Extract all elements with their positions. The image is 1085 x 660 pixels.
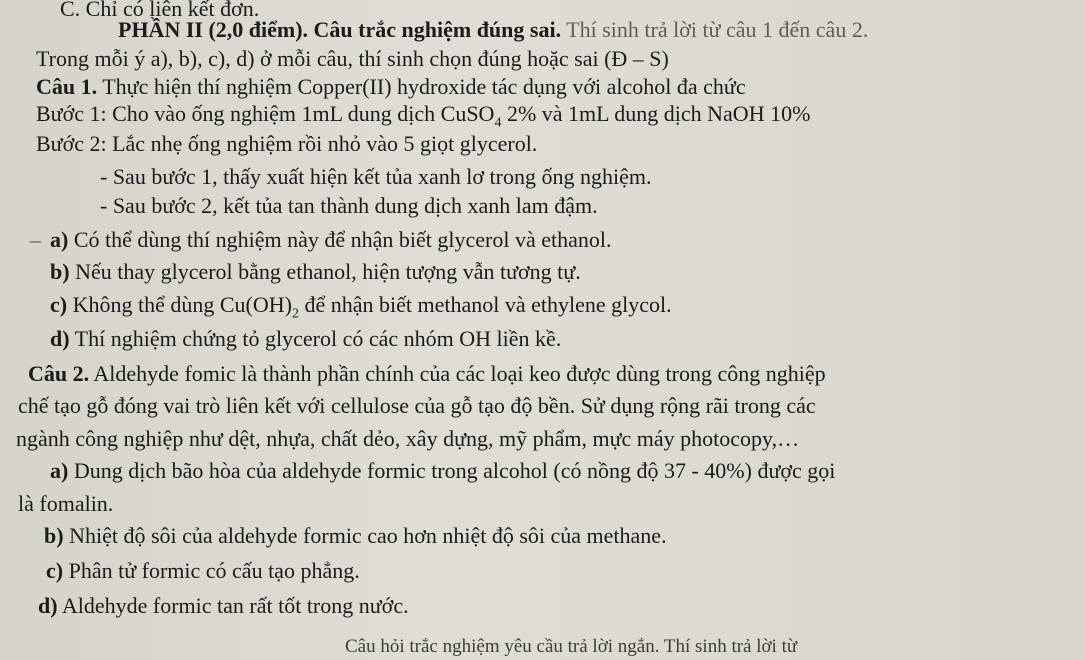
cut-off-text: Câu hỏi trắc nghiệm yêu cầu trả lời ngắn. Thí sinh trả lời từ — [345, 636, 798, 657]
question-2-label: Câu 2. — [28, 361, 90, 386]
observation-2-text: - Sau bước 2, kết tủa tan thành dung dịch xanh lam đậm. — [100, 193, 598, 218]
q1-c-subscript: 2 — [291, 306, 299, 322]
q1-b-label: b) — [50, 259, 70, 284]
observation-2-line — [100, 193, 598, 219]
step-1-subscript: 4 — [494, 115, 502, 131]
step-1-text-b: 2% và 1mL dung dịch NaOH 10% — [501, 101, 811, 126]
q1-b-text: Nếu thay glycerol bằng ethanol, hiện tượng vẫn tương tự. — [69, 259, 581, 284]
q1-c-text-a: Không thể dùng Cu(OH) — [67, 292, 292, 317]
pencil-mark: – — [30, 227, 41, 252]
q2-statement-b — [44, 523, 667, 549]
q2-a-text-cont: là fomalin. — [18, 491, 114, 516]
q1-statement-a-text-line — [50, 227, 611, 253]
q1-c-label: c) — [50, 292, 68, 317]
q2-d-label: d) — [38, 593, 58, 618]
question-1-label: Câu 1. — [36, 74, 98, 99]
q1-statement-d — [50, 326, 561, 352]
step-2-text: Bước 2: Lắc nhẹ ống nghiệm rồi nhỏ vào 5 giọt glycerol. — [36, 131, 538, 156]
step-2-line — [36, 131, 537, 157]
option-c-text: C. Chỉ có liên kết đơn. — [60, 0, 260, 21]
q2-a-label: a) — [50, 458, 69, 483]
q1-d-label: d) — [50, 326, 70, 351]
q1-c-text-b: để nhận biết methanol và ethylene glycol. — [298, 292, 672, 317]
q2-b-text: Nhiệt độ sôi của aldehyde formic cao hơn nhiệt độ sôi của methane. — [63, 523, 667, 548]
q2-d-text: Aldehyde formic tan rất tốt trong nước. — [57, 593, 409, 618]
question-2-heading — [28, 361, 826, 387]
part-two-instruction: Thí sinh trả lời từ câu 1 đến câu 2. — [561, 17, 869, 42]
observation-1-line — [100, 164, 651, 190]
question-2-line-2 — [18, 393, 816, 419]
q2-a-text: Dung dịch bão hòa của aldehyde formic trong alcohol (có nồng độ 37 - 40%) được gọi — [68, 458, 836, 483]
question-2-text-2: chế tạo gỗ đóng vai trò liên kết với cellulose của gỗ tạo độ bền. Sử dụng rộng rãi trong các — [18, 393, 816, 418]
instruction-line — [36, 46, 669, 72]
step-1-line — [36, 101, 811, 131]
q1-statement-a — [30, 227, 41, 253]
question-2-line-3 — [16, 426, 799, 452]
q2-statement-a-cont — [18, 491, 113, 517]
q1-statement-c — [50, 292, 672, 322]
part-two-title: PHẦN II (2,0 điểm). Câu trắc nghiệm đúng sai. — [118, 17, 562, 42]
q1-a-text: Có thể dùng thí nghiệm này để nhận biết glycerol và ethanol. — [68, 227, 612, 252]
instruction-text: Trong mỗi ý a), b), c), d) ở mỗi câu, thí sinh chọn đúng hoặc sai (Đ – S) — [36, 46, 669, 71]
q2-c-label: c) — [46, 558, 64, 583]
q2-c-text: Phân tử formic có cấu tạo phẳng. — [63, 558, 360, 583]
q2-statement-d — [38, 593, 409, 619]
part-two-heading — [118, 17, 868, 43]
q1-statement-b — [50, 259, 581, 285]
q2-b-label: b) — [44, 523, 64, 548]
observation-1-text: - Sau bước 1, thấy xuất hiện kết tủa xanh lơ trong ống nghiệm. — [100, 164, 652, 189]
question-2-text-3: ngành công nghiệp như dệt, nhựa, chất dẻo, xây dựng, mỹ phẩm, mực máy photocopy,… — [16, 426, 800, 451]
q1-d-text: Thí nghiệm chứng tỏ glycerol có các nhóm OH liền kề. — [69, 326, 562, 351]
q2-statement-a — [50, 458, 835, 484]
question-1-text: Thực hiện thí nghiệm Copper(II) hydroxide tác dụng với alcohol đa chức — [97, 74, 746, 99]
q1-a-label: a) — [50, 227, 69, 252]
question-1-heading — [36, 74, 746, 100]
cut-off-line — [345, 634, 797, 660]
question-2-text-1: Aldehyde fomic là thành phần chính của các loại keo được dùng trong công nghiệp — [89, 361, 826, 386]
q2-statement-c — [46, 558, 360, 584]
step-1-text-a: Bước 1: Cho vào ống nghiệm 1mL dung dịch CuSO — [36, 101, 495, 126]
